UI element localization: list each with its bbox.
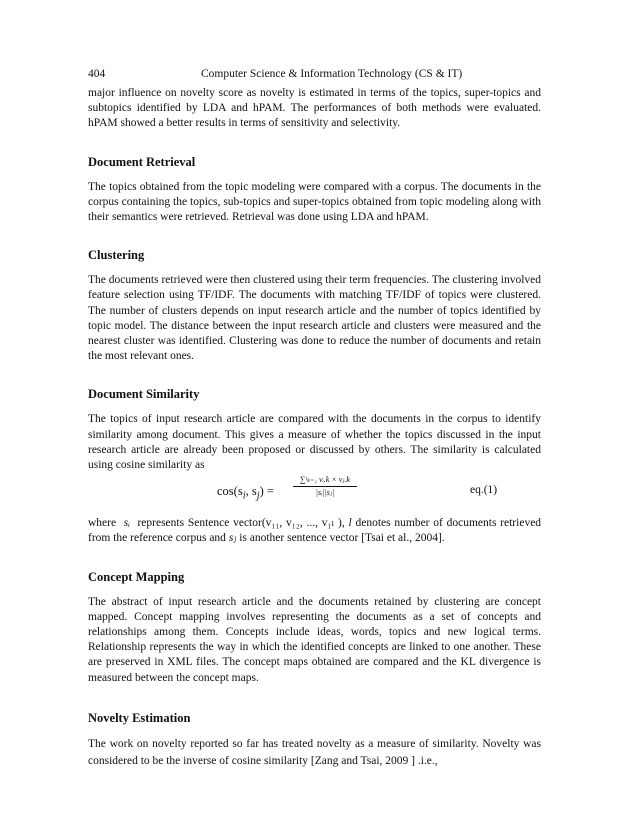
section-heading-concept-mapping: Concept Mapping [88, 569, 185, 584]
novelty-estimation-paragraph: The work on novelty reported so far has treated novelty as a measure of similarity. Novelty was considered to be the inverse of cosine similarity [Zang and Tsai, 2009 ] .i.e., [88, 737, 541, 767]
equation-fraction [293, 475, 357, 498]
section-heading-document-retrieval: Document Retrieval [88, 154, 196, 169]
equation-numerator: ∑ᵗₖ₌₁ vᵢ.k × vⱼ.k [293, 475, 357, 487]
equation-lhs: $\cos(s_i$, $s_j$) = [217, 484, 274, 502]
concept-mapping-paragraph: The abstract of input research article and the documents retained by clustering are concept mapped. Concept mapping involves representing the documents as a set of concepts and relationships among them. Concepts include ideas, words, topics and new logical terms. Relationship represents the way in which the identified concepts are linked to one another. These are preserved in XML files. The concept maps obtained are compared and the KL divergence is measured between the concept maps. [88, 595, 541, 684]
document-similarity-paragraph: The topics of input research article are compared with the documents in the corpus to identify similarity among document. This gives a measure of whether the topics discussed in the input research article are already been proposed or discussed by others. The similarity is calculated using cosine similarity as [88, 413, 541, 472]
page-number: 404 [88, 68, 106, 80]
equation-denominator: |sᵢ||sⱼ| [315, 488, 335, 498]
journal-title: Computer Science & Information Technology (CS & IT) [201, 68, 463, 80]
page-body [88, 86, 541, 770]
section-heading-clustering: Clustering [88, 248, 145, 263]
intro-paragraph: major influence on novelty score as novelty is estimated in terms of the topics, super-topics and subtopics identified by LDA and hPAM. The performances of both methods were evaluated. hPAM showed a better results in terms of sensitivity and selectivity. [88, 87, 541, 130]
equation-1 [88, 474, 541, 514]
section-heading-novelty-estimation: Novelty Estimation [88, 710, 191, 725]
section-heading-document-similarity: Document Similarity [88, 387, 200, 402]
document-retrieval-paragraph: The topics obtained from the topic modeling were compared with a corpus. The documents in the corpus containing the topics, sub-topics and super-topics obtained from topic modeling along with their semantics were retrieved. Retrieval was done using LDA and hPAM. [88, 180, 541, 224]
clustering-paragraph: The documents retrieved were then clustered using their term frequencies. The clustering involved feature selection using TF/IDF. The documents with matching TF/IDF of topics were clustered. The number of clusters depends on input research article and the number of topics identified by topic model. The distance between the input research article and clusters were measured and the nearest cluster was identified. Clustering was done to reduce the number of documents and retain the most relevant ones. [88, 274, 541, 363]
equation-explanation-paragraph: where sᵢ represents Sentence vector(v₁₁, v₁₂, ..., v₁ₗ ), l denotes number of documents retrieved from the reference corpus and sⱼ is another sentence vector [Tsai et al., 2004]. [88, 517, 542, 545]
equation-label: eq.(1) [470, 484, 498, 497]
